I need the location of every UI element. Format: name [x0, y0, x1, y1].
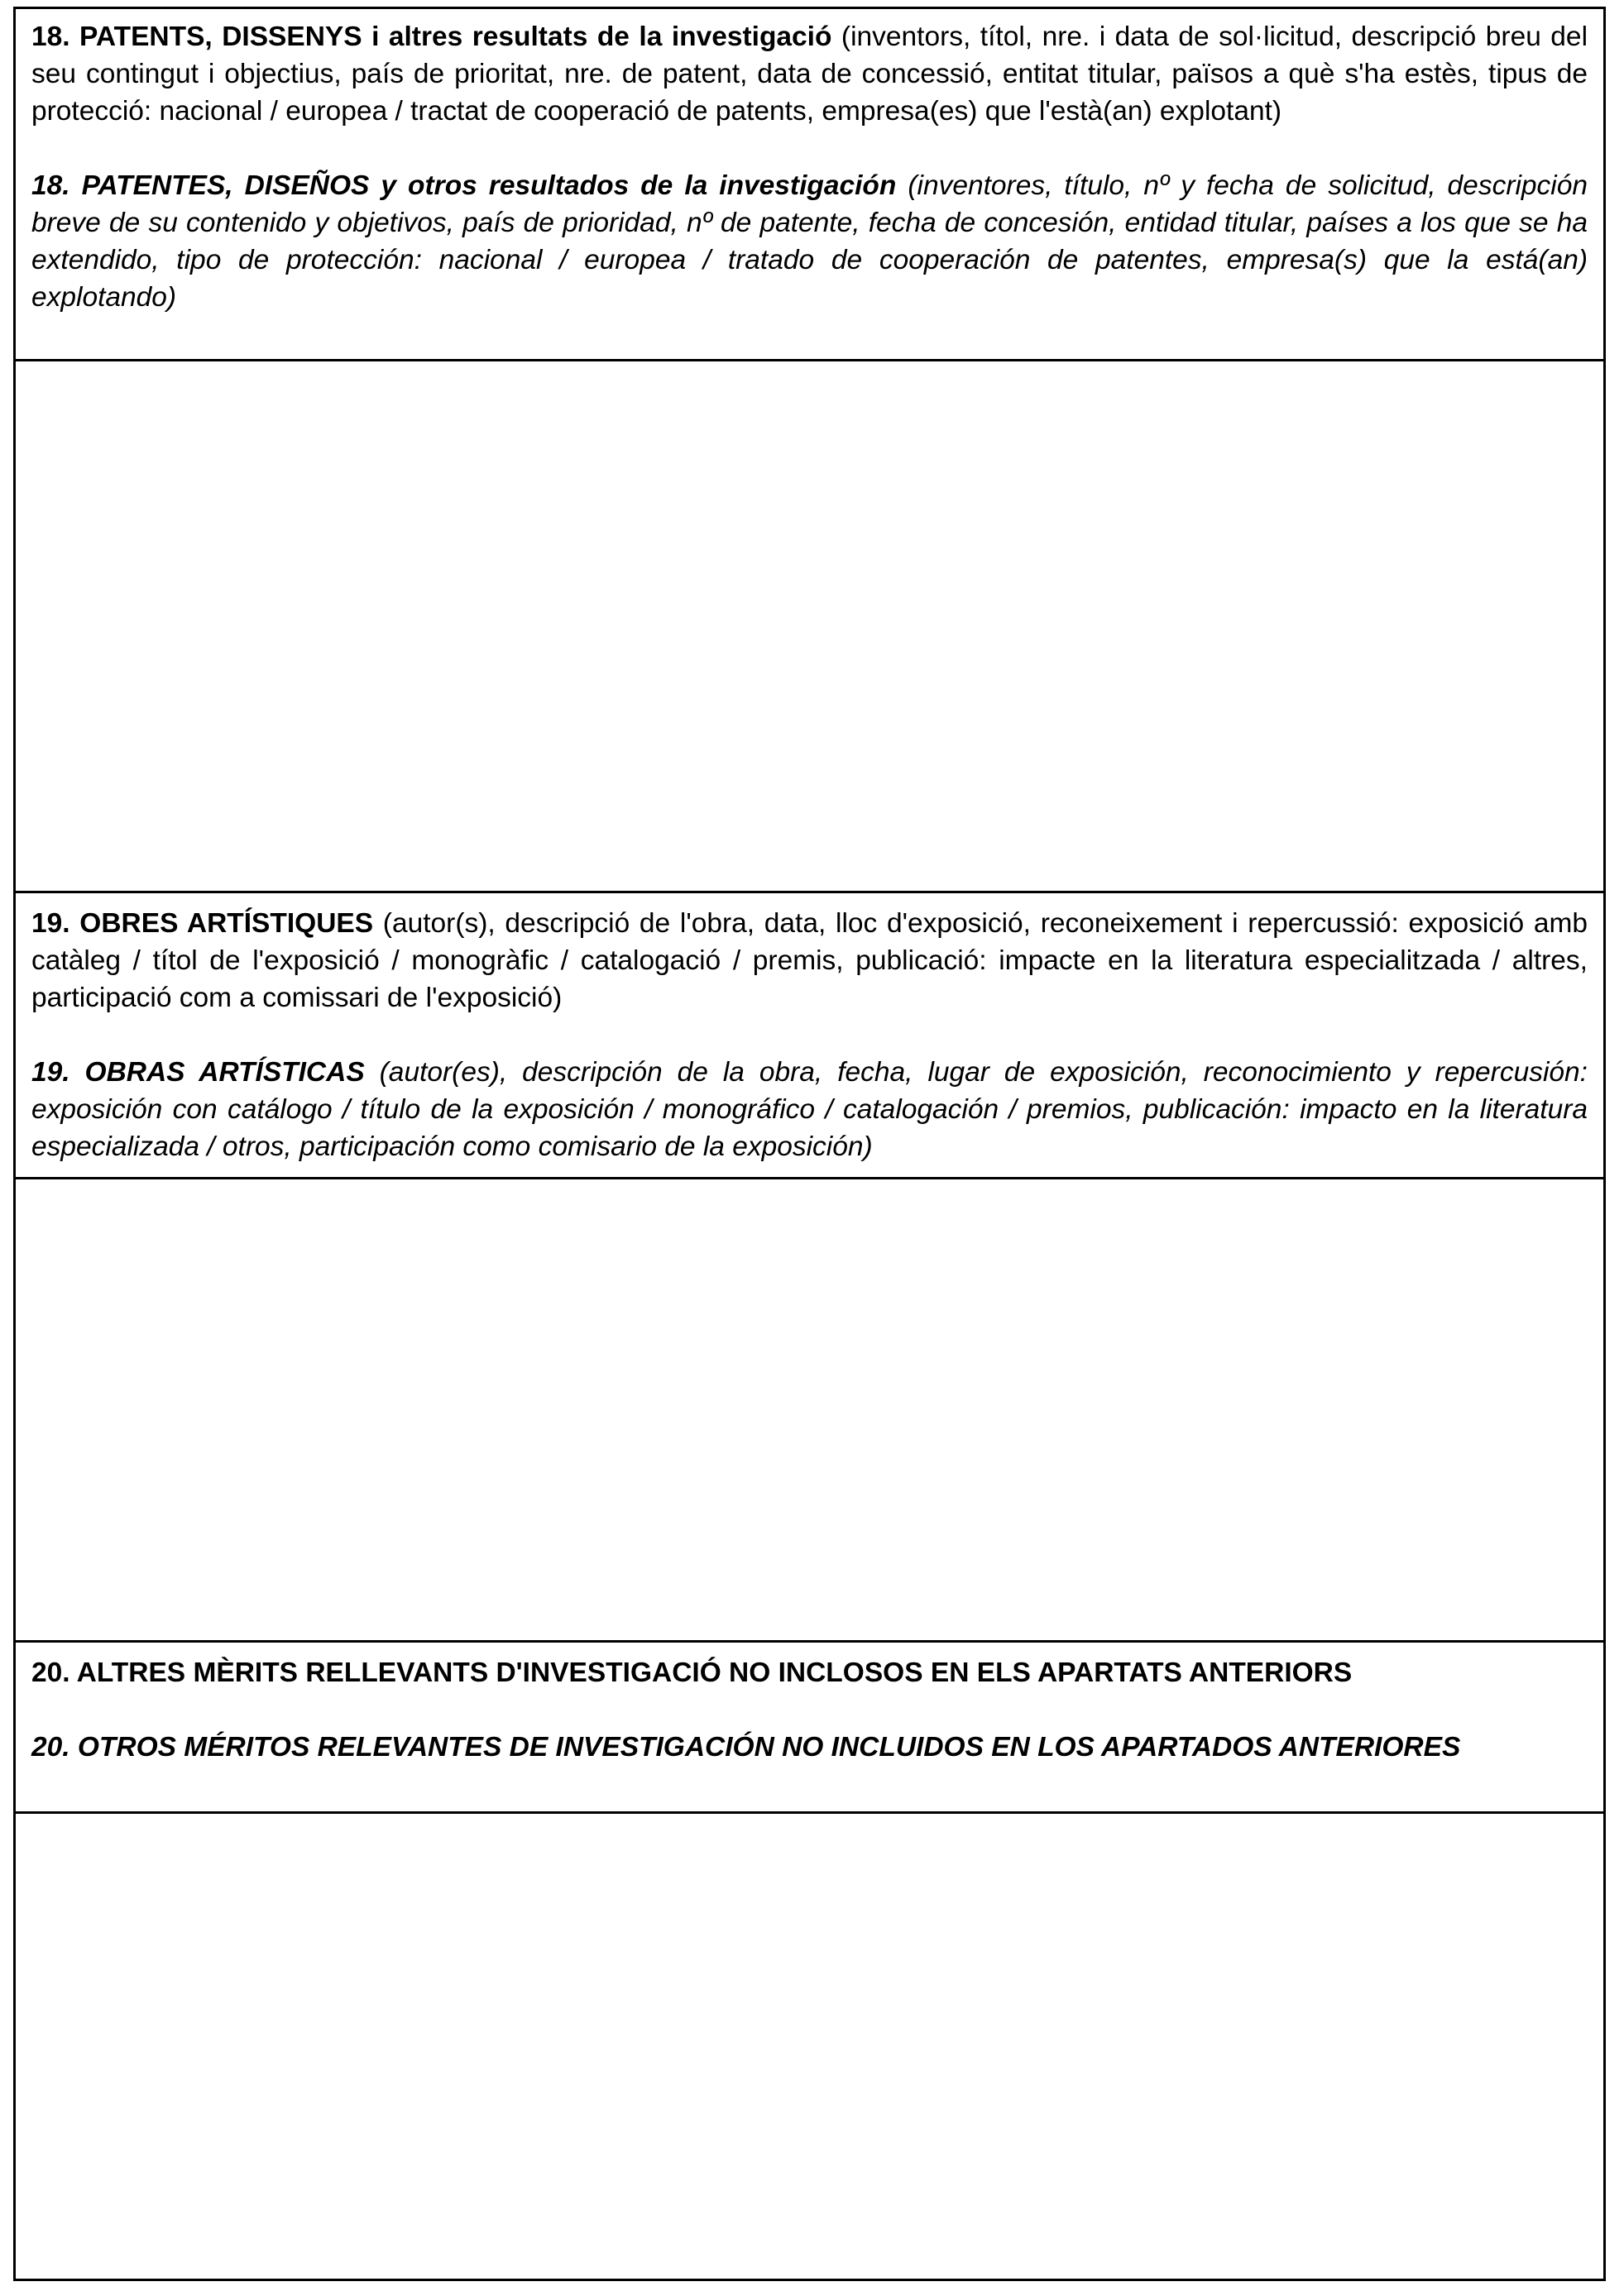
- section-18-spanish-title: 18. PATENTES, DISEÑOS y otros resultados de la investigación: [31, 170, 897, 201]
- section-18-header: [13, 7, 1606, 361]
- section-20-answer-box[interactable]: [13, 1814, 1606, 2279]
- section-18-spanish: [31, 167, 1588, 316]
- section-19-header: [13, 893, 1606, 1178]
- section-19-catalan-description: (autor(s), descripció de l'obra, data, lloc d'exposició, reconeixement i repercussió: exposició amb catàleg / títol de l'exposició / monogràfic / catalogació / premis, publicació: impacte en la literatura especialitzada / altres, participació com a comissari de l'exposició): [31, 908, 1588, 1013]
- section-18-spanish-description: (inventores, título, nº y fecha de solicitud, descripción breve de su contenido y objetivos, país de prioridad, nº de patente, fecha de concesión, entidad titular, países a los que se ha extendido, tipo de protección: nacional / europea / tratado de cooperación de patentes, empresa(s) que la está(an) explotando): [31, 170, 1588, 313]
- section-18-catalan-description: (inventors, títol, nre. i data de sol·licitud, descripció breu del seu contingut i objectius, país de prioritat, nre. de patent, data de concessió, entitat titular, països a què s'ha estès, tipus de protecció: nacional / europea / tractat de cooperació de patents, empresa(es) que l'està(an) explotant): [31, 22, 1588, 127]
- section-19-answer-box[interactable]: [13, 1179, 1606, 1640]
- section-20-catalan-title: 20. ALTRES MÈRITS RELLEVANTS D'INVESTIGACIÓ NO INCLOSOS EN ELS APARTATS ANTERIORS: [31, 1657, 1353, 1688]
- section-19-catalan-title: 19. OBRES ARTÍSTIQUES: [31, 908, 374, 939]
- section-19-catalan: [31, 905, 1588, 1016]
- section-19-spanish: [31, 1054, 1588, 1165]
- section-18-catalan: [31, 18, 1588, 130]
- section-19-spanish-description: (autor(es), descripción de la obra, fecha, lugar de exposición, reconocimiento y repercusión: exposición con catálogo / título de la exposición / monográfico / catalogación / premios, publicación: impacto en la literatura especializada / otros, participación como comisario de la exposición): [31, 1057, 1588, 1162]
- section-20-spanish-title: 20. OTROS MÉRITOS RELEVANTES DE INVESTIGACIÓN NO INCLUIDOS EN LOS APARTADOS ANTERIORES: [31, 1732, 1461, 1763]
- section-19-spanish-title: 19. OBRAS ARTÍSTICAS: [31, 1057, 365, 1088]
- section-20-spanish: [31, 1729, 1588, 1766]
- section-18-answer-box[interactable]: [13, 361, 1606, 891]
- section-18-catalan-title: 18. PATENTS, DISSENYS i altres resultats de la investigació: [31, 22, 832, 52]
- section-20-catalan: [31, 1654, 1588, 1691]
- section-20-header: [13, 1643, 1606, 1812]
